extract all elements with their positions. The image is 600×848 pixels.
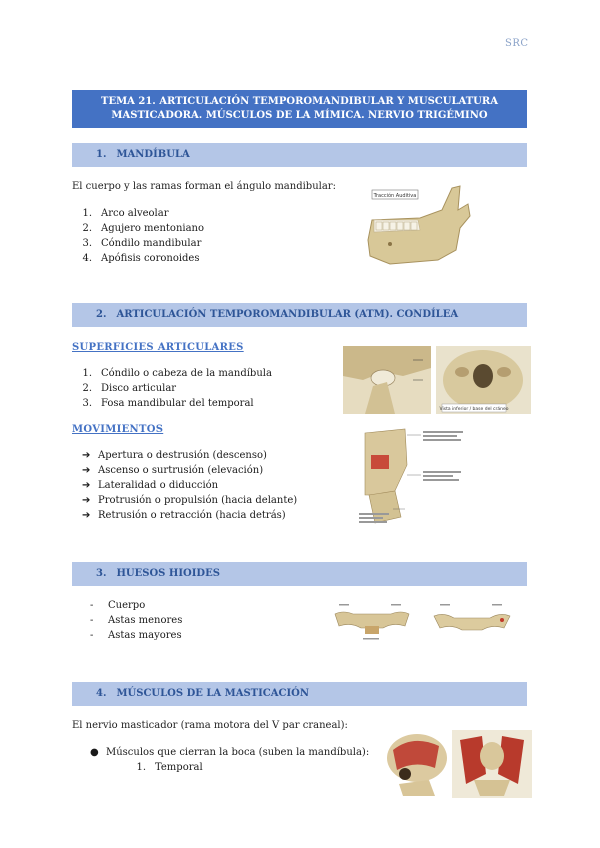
list-item: 2. Disco articular <box>82 383 177 394</box>
section-heading-hioides <box>72 562 527 586</box>
list-item: ➔ Protrusión o propulsión (hacia delante) <box>82 495 298 506</box>
section-title: HUESOS HIOIDES <box>116 568 220 579</box>
section-heading-masticacion <box>72 682 527 706</box>
arrow-icon: ➔ <box>82 495 91 506</box>
section-heading-mandibula <box>72 143 527 167</box>
skull-base-image <box>436 346 531 414</box>
title-line-1: TEMA 21. ARTICULACIÓN TEMPOROMANDIBULAR Y MUSCULATURA <box>101 96 498 107</box>
list-item: 1. Arco alveolar <box>82 208 169 219</box>
masseter-muscle-image <box>452 730 532 798</box>
figure-label: Tracción Auditiva <box>373 193 417 199</box>
arrow-icon: ➔ <box>82 480 91 491</box>
list-item: ➔ Retrusión o retracción (hacia detrás) <box>82 510 286 521</box>
list-item: - Astas menores <box>90 615 183 626</box>
section-title: MANDÍBULA <box>116 149 190 160</box>
list-item: 3. Fosa mandibular del temporal <box>82 398 254 409</box>
tmj-joint-image <box>343 346 431 414</box>
list-item: 4. Apófisis coronoides <box>82 253 200 264</box>
subheading-movimientos: MOVIMIENTOS <box>72 424 164 435</box>
arrow-list <box>82 448 297 523</box>
hyoid-bone-top-image <box>432 600 512 642</box>
section-title: MÚSCULOS DE LA MASTICACIÓN <box>116 688 310 699</box>
arrow-icon: ➔ <box>82 450 91 461</box>
numbered-list <box>72 366 272 411</box>
list-item: ➔ Ascenso o surtrusión (elevación) <box>82 465 264 476</box>
section-number: 3. <box>96 568 107 579</box>
list-item: ➔ Lateralidad o diducción <box>82 480 219 491</box>
list-item: ➔ Apertura o destrusión (descenso) <box>82 450 267 461</box>
bullet-icon: ● <box>90 747 99 758</box>
mandible-image <box>360 180 475 268</box>
section-number: 4. <box>96 688 107 699</box>
bullet-item: ● Músculos que cierran la boca (suben la mandíbula): <box>90 747 370 758</box>
section-title: ARTICULACIÓN TEMPOROMANDIBULAR (ATM). CONDÍLEA <box>116 309 459 320</box>
list-item: - Astas mayores <box>90 630 182 641</box>
section-number: 2. <box>96 309 107 320</box>
dash-list <box>90 598 182 643</box>
numbered-list <box>126 760 203 775</box>
arrow-icon: ➔ <box>82 465 91 476</box>
list-item: 1. Temporal <box>136 762 203 773</box>
title-line-2: MASTICADORA. MÚSCULOS DE LA MÍMICA. NERVIO TRIGÉMINO <box>111 110 488 121</box>
section-number: 1. <box>96 149 107 160</box>
section-intro: El cuerpo y las ramas forman el ángulo mandibular: <box>72 181 336 192</box>
list-item: - Cuerpo <box>90 600 146 611</box>
numbered-list <box>72 206 204 266</box>
section-heading-atm <box>72 303 527 327</box>
arrow-icon: ➔ <box>82 510 91 521</box>
list-item: 1. Cóndilo o cabeza de la mandíbula <box>82 368 272 379</box>
author-initials: SRC <box>505 38 529 49</box>
hyoid-bone-front-image <box>333 600 411 642</box>
list-item: 2. Agujero mentoniano <box>82 223 205 234</box>
list-item: 3. Cóndilo mandibular <box>82 238 202 249</box>
section-intro: El nervio masticador (rama motora del V par craneal): <box>72 720 348 731</box>
tmj-diagram-image <box>345 425 475 530</box>
subheading-superficies: SUPERFICIES ARTICULARES <box>72 342 244 353</box>
temporal-muscle-image <box>383 730 449 798</box>
figure-caption: Vista inferior / base del cráneo <box>439 407 509 412</box>
document-title <box>72 90 527 128</box>
